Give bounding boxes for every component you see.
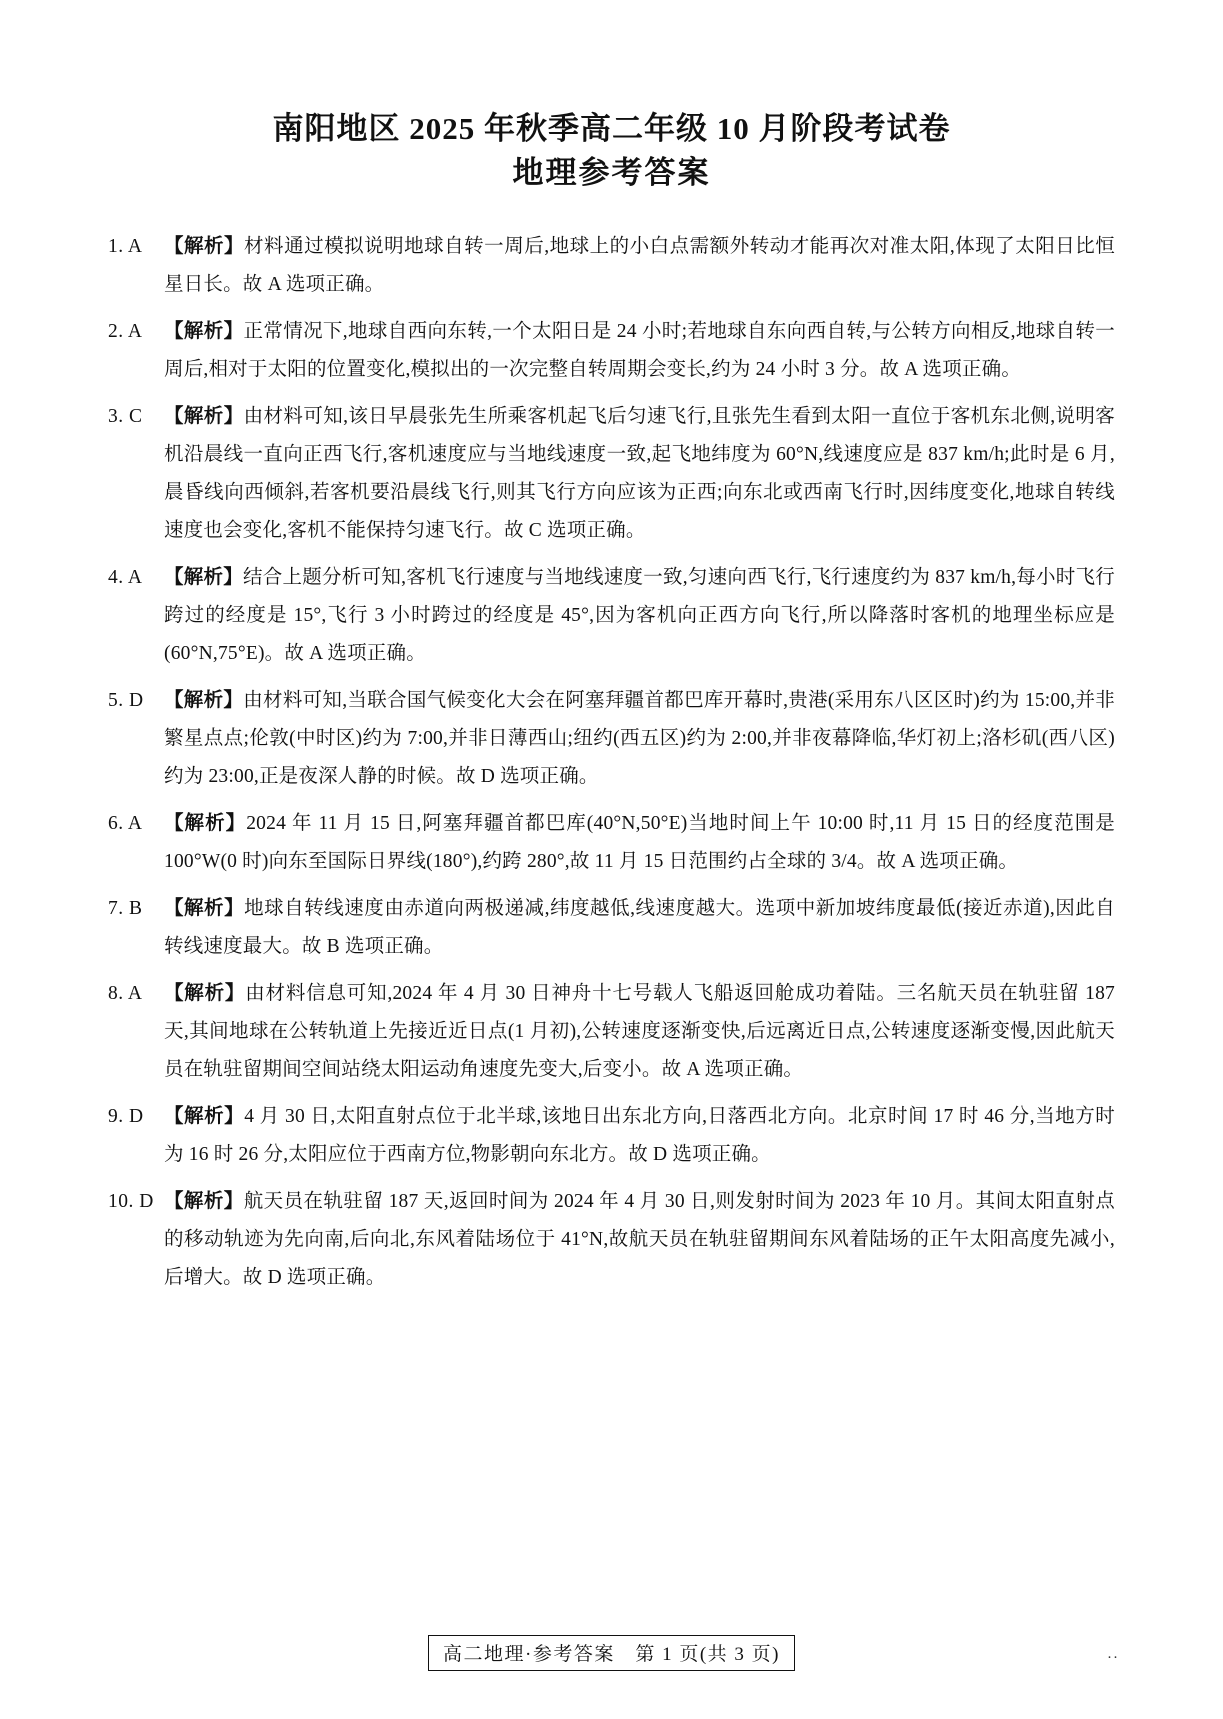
- footer-label: 高二地理·参考答案 第 1 页(共 3 页): [428, 1635, 795, 1671]
- list-item: [108, 228, 1115, 304]
- list-item: [108, 890, 1115, 966]
- list-item: [108, 1183, 1115, 1297]
- answer-explanation: 【解析】结合上题分析可知,客机飞行速度与当地线速度一致,匀速向西飞行,飞行速度约为 837 km/h,每小时飞行跨过的经度是 15°,飞行 3 小时跨过的经度是 45°,因为客机向正西方向飞行,所以降落时客机的地理坐标应是(60°N,75°E)。故 A 选项正确。: [164, 566, 1115, 664]
- answer-explanation: 【解析】4 月 30 日,太阳直射点位于北半球,该地日出东北方向,日落西北方向。北京时间 17 时 46 分,当地方时为 16 时 26 分,太阳应位于西南方位,物影朝向东北方。故 D 选项正确。: [164, 1106, 1115, 1166]
- answer-explanation: 【解析】地球自转线速度由赤道向两极递减,纬度越低,线速度越大。选项中新加坡纬度最低(接近赤道),因此自转线速度最大。故 B 选项正确。: [164, 897, 1115, 957]
- answer-number: 8. A: [108, 982, 143, 1004]
- page-footer: [0, 1635, 1223, 1671]
- list-item: [108, 313, 1115, 389]
- answer-number: 3. C: [108, 405, 143, 427]
- answer-number: 5. D: [108, 689, 144, 711]
- answer-explanation: 【解析】正常情况下,地球自西向东转,一个太阳日是 24 小时;若地球自东向西自转,与公转方向相反,地球自转一周后,相对于太阳的位置变化,模拟出的一次完整自转周期会变长,约为 24 小时 3 分。故 A 选项正确。: [164, 320, 1115, 380]
- list-item: [108, 1098, 1115, 1174]
- list-item: [108, 682, 1115, 796]
- list-item: [108, 805, 1115, 881]
- answer-number: 1. A: [108, 235, 143, 257]
- footer-mark: ··: [1107, 1650, 1119, 1666]
- page-title: 南阳地区 2025 年秋季高二年级 10 月阶段考试卷: [272, 111, 951, 146]
- list-item: [108, 398, 1115, 550]
- answer-explanation: 【解析】航天员在轨驻留 187 天,返回时间为 2024 年 4 月 30 日,则发射时间为 2023 年 10 月。其间太阳直射点的移动轨迹为先向南,后向北,东风着陆场位于 41°N,故航天员在轨驻留期间东风着陆场的正午太阳高度先减小,后增大。故 D 选项正确。: [164, 1191, 1115, 1289]
- answer-number: 10. D: [108, 1191, 154, 1213]
- page-subtitle: 地理参考答案: [512, 154, 711, 190]
- answer-explanation: 【解析】材料通过模拟说明地球自转一周后,地球上的小白点需额外转动才能再次对准太阳,体现了太阳日比恒星日长。故 A 选项正确。: [164, 235, 1115, 295]
- answer-explanation: 【解析】由材料信息可知,2024 年 4 月 30 日神舟十七号载人飞船返回舱成功着陆。三名航天员在轨驻留 187 天,其间地球在公转轨道上先接近近日点(1 月初),公转速度逐渐变快,后远离近日点,公转速度逐渐变慢,因此航天员在轨驻留期间空间站绕太阳运动角速度先变大,后变小。故 A 选项正确。: [164, 982, 1115, 1080]
- answer-number: 2. A: [108, 320, 143, 342]
- list-item: [108, 559, 1115, 673]
- list-item: [108, 975, 1115, 1089]
- answer-number: 4. A: [108, 566, 143, 588]
- answer-explanation: 【解析】2024 年 11 月 15 日,阿塞拜疆首都巴库(40°N,50°E)当地时间上午 10:00 时,11 月 15 日的经度范围是 100°W(0 时)向东至国际日界线(180°),约跨 280°,故 11 月 15 日范围约占全球的 3/4。故 A 选项正确。: [164, 812, 1115, 872]
- answer-explanation: 【解析】由材料可知,当联合国气候变化大会在阿塞拜疆首都巴库开幕时,贵港(采用东八区区时)约为 15:00,并非繁星点点;伦敦(中时区)约为 7:00,并非日薄西山;纽约(西五区)约为 2:00,并非夜幕降临,华灯初上;洛杉矶(西八区)约为 23:00,正是夜深人静的时候。故 D 选项正确。: [164, 689, 1115, 787]
- answer-number: 6. A: [108, 812, 143, 834]
- answer-explanation: 【解析】由材料可知,该日早晨张先生所乘客机起飞后匀速飞行,且张先生看到太阳一直位于客机东北侧,说明客机沿晨线一直向正西飞行,客机速度应与当地线速度一致,起飞地纬度为 60°N,线速度应是 837 km/h;此时是 6 月,晨昏线向西倾斜,若客机要沿晨线飞行,则其飞行方向应该为正西;向东北或西南飞行时,因纬度变化,地球自转线速度也会变化,客机不能保持匀速飞行。故 C 选项正确。: [164, 405, 1115, 541]
- answer-number: 7. B: [108, 897, 143, 919]
- answer-list: [108, 228, 1115, 1297]
- answer-number: 9. D: [108, 1106, 144, 1128]
